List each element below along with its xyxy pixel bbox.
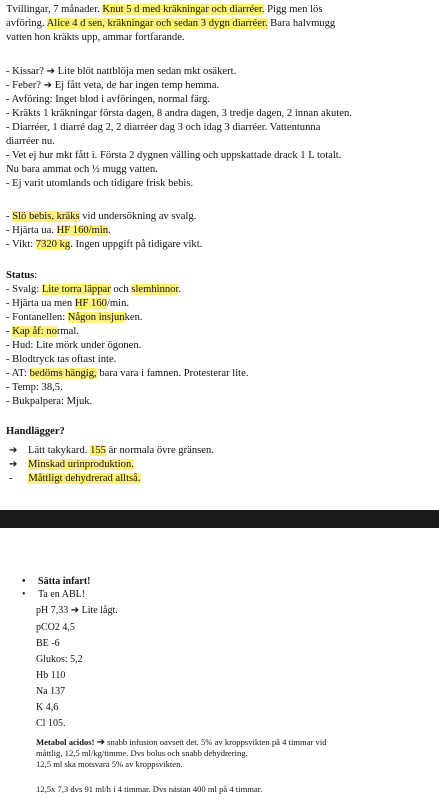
lab-k: K 4,6 <box>36 702 59 713</box>
highlight-vikt: 7320 kg <box>35 239 71 250</box>
qa-utomlands: - Ej varit utomlands och tidigare frisk bebis. <box>6 178 194 189</box>
lab-cl: Cl 105. <box>36 718 66 729</box>
lab-na: Na 137 <box>36 686 66 697</box>
lab-be: BE -6 <box>36 638 60 649</box>
bullet-satta-infart: • Sätta infart! <box>22 576 91 587</box>
bullet-icon: • <box>22 589 26 600</box>
highlight-slo-bebis: Slö bebis, kräks <box>12 211 80 222</box>
bullet-icon: • <box>22 576 26 587</box>
handlagger-item-1: ➔ Lätt takykard. 155 är normala övre gränsen. <box>9 445 214 456</box>
exam-slo-bebis: - Slö bebis, kräks vid undersökning av svalg. <box>6 211 197 222</box>
bullet-ta-abl: • Ta en ABL! <box>22 589 86 600</box>
handlagger-item-2: ➔ Minskad urinproduktion. <box>9 459 134 470</box>
status-temp: - Temp: 38,5. <box>6 382 63 393</box>
intro-line-3: vatten hon kräkts upp, ammar fortfarande. <box>6 32 185 43</box>
exam-hjarta: - Hjärta ua. HF 160/min. <box>6 225 111 236</box>
qa-krakts: - Kräkts 1 kräkningar första dagen, 8 andra dagen, 3 tredje dagen, 2 innan akuten. <box>6 108 352 119</box>
qa-diarreer-cont: diarréer nu. <box>6 136 55 147</box>
qa-intag-cont: Nu bara ammat och ½ mugg vatten. <box>6 164 158 175</box>
highlight-hf: HF 160/min <box>56 225 109 236</box>
calc-line: 12,5x 7,3 dvs 91 ml/h i 4 timmar. Dvs nästan 400 ml på 4 timmar. <box>36 784 263 794</box>
status-hjarta: - Hjärta ua men HF 160/min. <box>6 298 130 309</box>
status-kap: - Kap åf: normal. <box>6 326 79 337</box>
exam-vikt: - Vikt: 7320 kg. Ingen uppgift på tidigare vikt. <box>6 239 203 250</box>
metabol-line-3: 12,5 ml ska motsvara 5% av kroppsvikten. <box>36 759 183 769</box>
handlagger-heading: Handlägger? <box>6 426 65 437</box>
highlight-knut: Knut 5 d med kräkningar och diarréer. <box>102 4 265 15</box>
lab-pco2: pCO2 4,5 <box>36 622 75 633</box>
document-page-2 <box>0 528 439 807</box>
intro-line-1: Tvillingar, 7 månader. Knut 5 d med kräkningar och diarréer. Pigg men lös <box>6 4 323 15</box>
arrow-right-icon: ➔ <box>43 80 53 91</box>
qa-feber: - Feber? ➔ Ej fått veta, de har ingen temp hemma. <box>6 80 220 91</box>
lab-glukos: Glukos: 5,2 <box>36 654 83 665</box>
intro-line-2: avföring. Alice 4 d sen, kräkningar och sedan 3 dygn diarréer. Bara halvmugg <box>6 18 336 29</box>
arrow-right-icon: ➔ <box>9 445 18 456</box>
status-blodtryck: - Blodtryck tas oftast inte. <box>6 354 117 365</box>
status-hud: - Hud: Lite mörk under ögonen. <box>6 340 142 351</box>
qa-kissar: - Kissar? ➔ Lite blöt nattblöja men sedan mkt osäkert. <box>6 66 237 77</box>
qa-diarreer: - Diarréer, 1 diarré dag 2, 2 diarréer dag 3 och idag 3 diarréer. Vattentunna <box>6 122 321 133</box>
arrow-right-icon: ➔ <box>9 459 18 470</box>
qa-intag: - Vet ej hur mkt fått i. Första 2 dygnen välling och uppskattade drack 1 L totalt. <box>6 150 342 161</box>
handlagger-item-3: - Måttligt dehydrerad alltså. <box>9 473 141 484</box>
page-separator <box>0 510 439 528</box>
metabol-line-2: måttlig, 12,5 ml/kg/timme. Dvs bolus och snabb dehydrering. <box>36 748 248 758</box>
arrow-right-icon: ➔ <box>70 605 80 616</box>
lab-ph: pH 7,33 ➔ Lite lågt. <box>36 605 118 616</box>
arrow-right-icon: ➔ <box>46 66 55 77</box>
metabol-line-1: Metabol acidos! ➔ snabb infusion oavsett det. 5% av kroppsvikten på 4 timmar vid <box>36 737 327 748</box>
status-svalg: - Svalg: Lite torra läppar och slemhinnor. <box>6 284 182 295</box>
highlight-alice: Alice 4 d sen, kräkningar och sedan 3 dygn diarréer. <box>46 18 268 29</box>
status-buk: - Bukpalpera: Mjuk. <box>6 396 93 407</box>
status-heading: Status: <box>6 270 38 281</box>
status-fontanell: - Fontanellen: Någon insjunken. <box>6 312 143 323</box>
arrow-right-icon: ➔ <box>96 737 106 748</box>
status-at: - AT: bedöms hängig, bara vara i famnen. Protesterar lite. <box>6 368 249 379</box>
lab-hb: Hb 110 <box>36 670 66 681</box>
qa-avforing: - Avföring: Inget blod i avföringen, normal färg. <box>6 94 211 105</box>
